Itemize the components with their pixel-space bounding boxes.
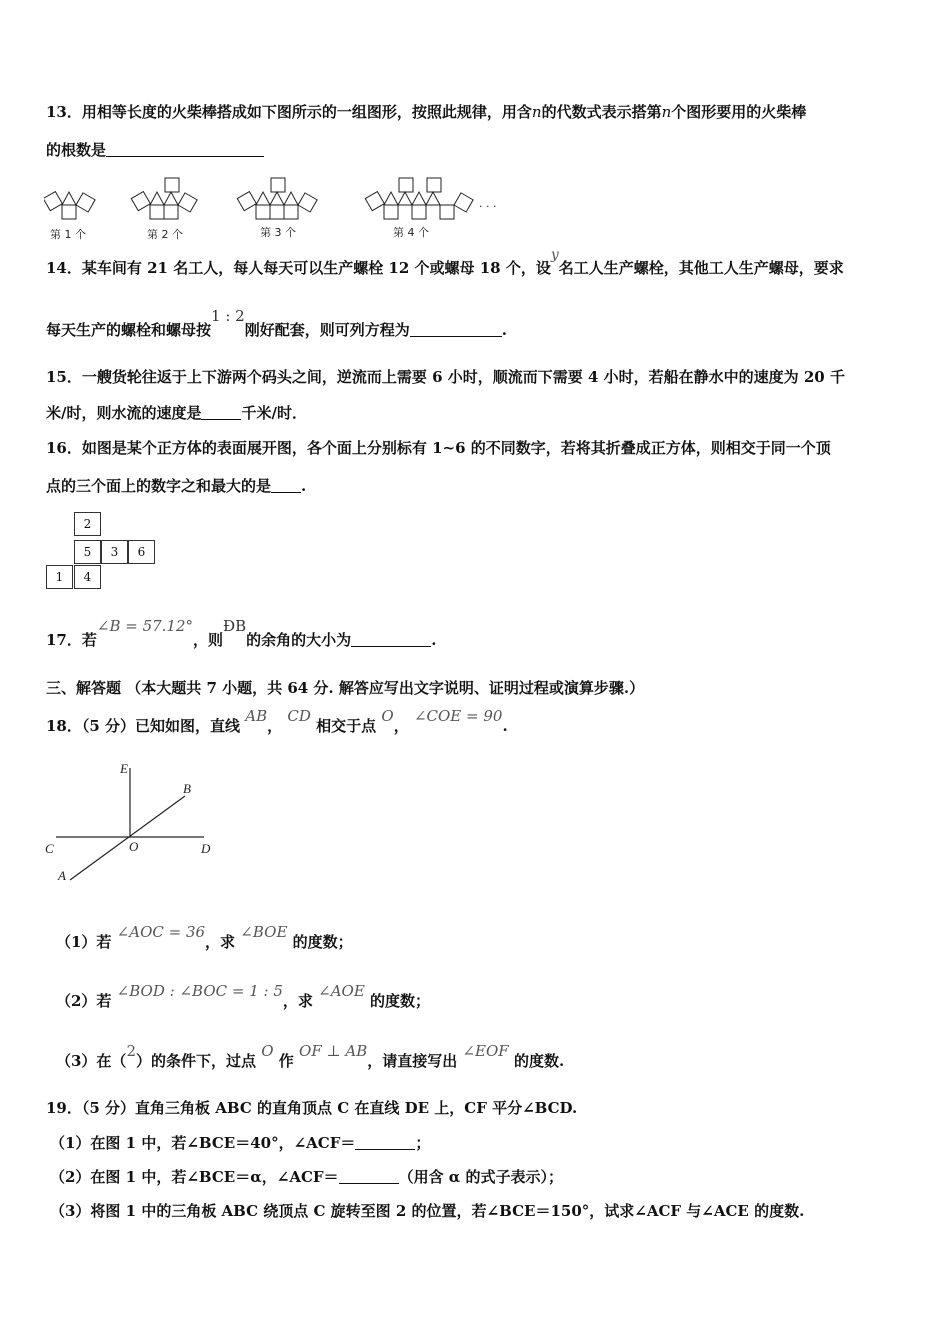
caption-fig-2: 第 2 个 xyxy=(147,228,183,241)
q19-text-b: ； xyxy=(415,1134,431,1152)
q13-line1 xyxy=(46,102,806,122)
label-c: C xyxy=(45,841,54,856)
matchstick-figure-3 xyxy=(237,178,317,219)
q17-end: . xyxy=(431,631,437,649)
q17-symbol: ÐB xyxy=(223,617,247,635)
matchstick-figure-1 xyxy=(44,192,95,219)
q19-line1: 19．（5 分）直角三角板 ABC 的直角顶点 C 在直线 DE 上，CF 平分∠BCD. xyxy=(46,1099,578,1117)
matchstick-figure-4 xyxy=(365,178,473,219)
q18-p2-math2: ∠AOE xyxy=(318,982,365,1000)
q14-line1 xyxy=(46,247,844,279)
q18-coe: ∠COE = 90 xyxy=(413,707,503,725)
q13-var-n-2: n xyxy=(661,103,672,121)
q18-p3-text-c: 作 xyxy=(278,1052,294,1070)
q18-p1-text-b: ，求 xyxy=(205,933,236,951)
q17-text-b: ，则 xyxy=(193,631,224,649)
q16-end: . xyxy=(301,477,307,495)
label-o: O xyxy=(129,839,139,854)
q18-text-a: 18．（5 分）已知如图，直线 xyxy=(46,717,241,735)
caption-fig-1: 第 1 个 xyxy=(50,228,86,241)
q14-ratio: 1 : 2 xyxy=(211,307,245,325)
q18-comma2: ， xyxy=(393,717,409,735)
q19-answer-blank-2[interactable] xyxy=(339,1167,399,1184)
q15-text-c: 千米/时． xyxy=(241,404,307,422)
q17-text-a: 17．若 xyxy=(46,631,97,649)
figures-ellipsis: · · · xyxy=(479,200,497,213)
q14-text-a: 14．某车间有 21 名工人，每人每天可以生产螺栓 12 个或螺母 18 个，设 xyxy=(46,259,551,277)
cube-face: 4 xyxy=(74,565,101,589)
q16-line2 xyxy=(46,476,306,496)
q13-text-d: 的根数是 xyxy=(46,141,107,159)
q13-text-b: 的代数式表示搭第 xyxy=(541,103,662,121)
q15-text-a: 15．一艘货轮往返于上下游两个码头之间，逆流而上需要 6 小时，顺流而下需要 4 小时，若船在静水中的速度为 20 千 xyxy=(46,368,845,386)
q18-p3-text-a: （3）在（ xyxy=(56,1052,127,1070)
cube-face: 5 xyxy=(74,540,101,564)
q16-text-b: 点的三个面上的数字之和最大的是 xyxy=(46,477,272,495)
q18-comma1: ， xyxy=(267,717,283,735)
q18-p2-text-c: 的度数； xyxy=(370,992,431,1010)
q18-p1-text-a: （1）若 xyxy=(56,933,112,951)
q19-text-a: （1）在图 1 中，若∠BCE＝40°，∠ACF＝ xyxy=(50,1134,356,1152)
q15-line1 xyxy=(46,367,845,387)
q17-answer-blank[interactable] xyxy=(351,630,431,647)
matchstick-figures xyxy=(44,170,514,228)
q18-p3-math2: O xyxy=(261,1042,274,1060)
q15-text-b: 米/时，则水流的速度是 xyxy=(46,404,202,422)
q18-part1 xyxy=(56,923,353,952)
q19-text-c: （2）在图 1 中，若∠BCE＝α，∠ACF＝ xyxy=(50,1168,339,1186)
q17-angle: ∠B = 57.12° xyxy=(96,617,194,635)
q18-p1-text-c: 的度数； xyxy=(292,933,353,951)
line-ab xyxy=(70,796,185,880)
q15-answer-blank[interactable] xyxy=(201,403,241,420)
label-d: D xyxy=(201,841,211,856)
q18-line xyxy=(46,707,508,736)
q15-line2 xyxy=(46,403,307,423)
q18-p3-math1: 2 xyxy=(126,1042,136,1060)
q14-text-b: 名工人生产螺栓，其他工人生产螺母，要求 xyxy=(558,259,844,277)
q16-text-a: 16．如图是某个正方体的表面展开图，各个面上分别标有 1~6 的不同数字，若将其折叠成正方体，则相交于同一个顶 xyxy=(46,439,831,457)
q18-o: O xyxy=(381,707,394,725)
section-heading: 三、解答题 （本大题共 7 小题，共 64 分. 解答应写出文字说明、证明过程或演算步骤.） xyxy=(46,679,645,697)
q19-answer-blank-1[interactable] xyxy=(355,1133,415,1150)
q13-text-a: 13．用相等长度的火柴棒搭成如下图所示的一组图形，按照此规律，用含 xyxy=(46,103,532,121)
q18-p2-text-a: （2）若 xyxy=(56,992,112,1010)
q16-answer-blank[interactable] xyxy=(271,476,301,493)
q18-cd: CD xyxy=(287,707,311,725)
q13-answer-blank[interactable] xyxy=(106,140,264,157)
q18-p1-math1: ∠AOC = 36 xyxy=(116,923,206,941)
q17-line xyxy=(46,617,437,650)
q14-text-d: 刚好配套，则可列方程为 xyxy=(244,321,410,339)
q18-p3-text-e: 的度数. xyxy=(513,1052,565,1070)
cube-face: 2 xyxy=(74,512,101,536)
cube-face: 3 xyxy=(101,540,128,564)
caption-fig-4: 第 4 个 xyxy=(393,226,429,239)
q14-line2 xyxy=(46,307,507,340)
q18-p2-text-b: ，求 xyxy=(282,992,313,1010)
q18-p3-text-b: ）的条件下，过点 xyxy=(135,1052,256,1070)
cube-net xyxy=(46,512,162,592)
label-a: A xyxy=(58,868,66,883)
q18-end: . xyxy=(502,717,508,735)
matchstick-figure-2 xyxy=(131,178,197,219)
q18-figure xyxy=(40,756,230,886)
cube-face: 6 xyxy=(128,540,155,564)
q18-p1-math2: ∠BOE xyxy=(240,923,288,941)
q14-answer-blank[interactable] xyxy=(410,320,502,337)
q19-line3 xyxy=(50,1167,563,1187)
q18-text-b: 相交于点 xyxy=(316,717,377,735)
q13-line2 xyxy=(46,140,264,160)
q18-ab: AB xyxy=(245,707,268,725)
caption-fig-3: 第 3 个 xyxy=(260,226,296,239)
q18-part2 xyxy=(56,982,431,1011)
q18-p2-math1: ∠BOD : ∠BOC = 1 : 5 xyxy=(116,982,283,1000)
label-e: E xyxy=(120,761,128,776)
q19-text-d: （用含 α 的式子表示）； xyxy=(398,1168,564,1186)
q18-p3-math3: OF ⊥ AB xyxy=(299,1042,368,1060)
q14-var-y: y xyxy=(550,247,559,263)
q19-line4: （3）将图 1 中的三角板 ABC 绕顶点 C 旋转至图 2 的位置，若∠BCE＝150°，试求∠ACF 与∠ACE 的度数. xyxy=(50,1202,805,1220)
q19-line2 xyxy=(50,1133,430,1153)
q14-end: . xyxy=(501,321,507,339)
q18-p3-text-d: ，请直接写出 xyxy=(367,1052,458,1070)
q18-p3-math4: ∠EOF xyxy=(462,1042,509,1060)
q18-part3 xyxy=(56,1042,565,1071)
label-b: B xyxy=(183,781,191,796)
q17-text-c: 的余角的大小为 xyxy=(246,631,352,649)
q13-text-c: 个图形要用的火柴棒 xyxy=(671,103,807,121)
cube-face: 1 xyxy=(46,565,73,589)
q16-line1 xyxy=(46,438,831,458)
q14-text-c: 每天生产的螺栓和螺母按 xyxy=(46,321,212,339)
q13-var-n: n xyxy=(531,103,542,121)
